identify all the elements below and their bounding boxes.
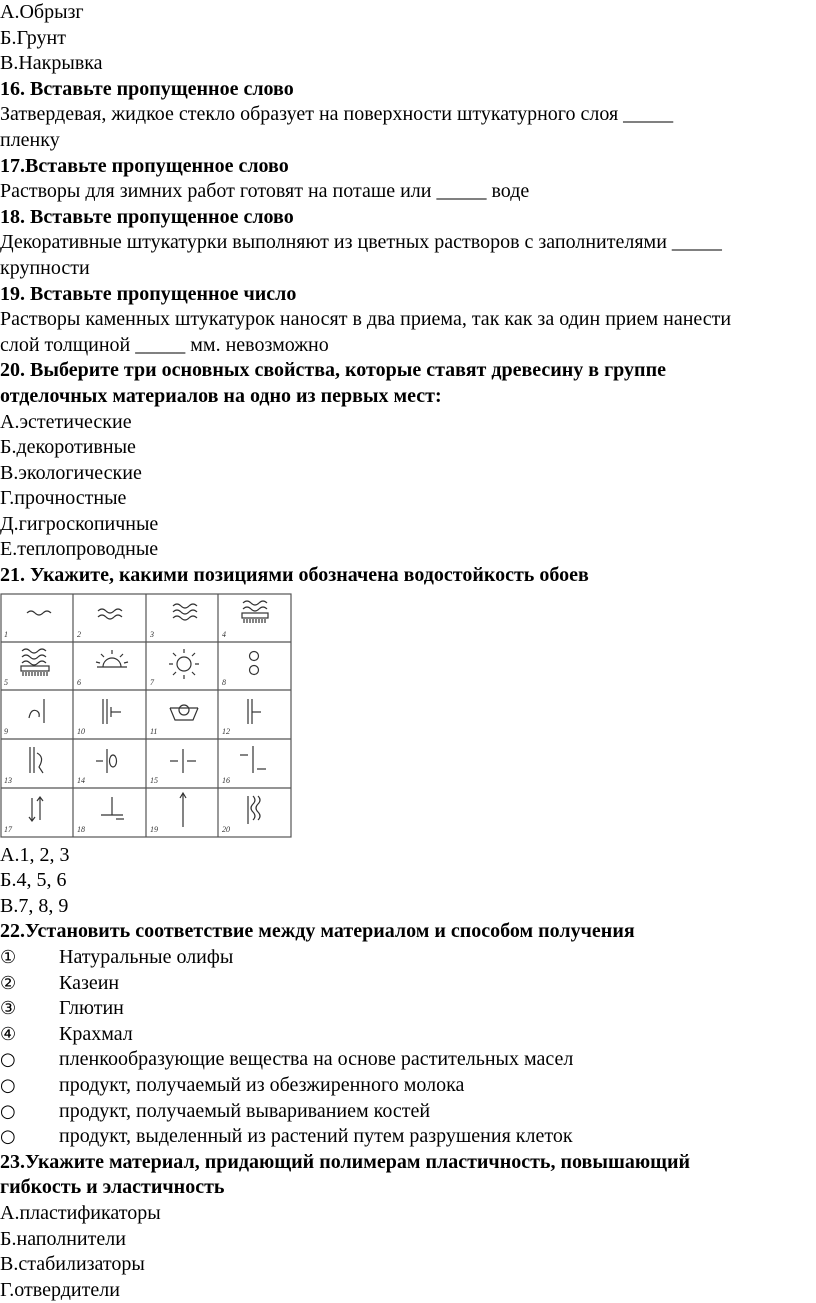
cell-number-2: 2 [77,629,81,639]
dash-bar-step-icon [240,746,266,773]
match-item-1 [0,945,816,971]
perpendicular-icon [101,797,124,819]
circled-two-icon: ② [0,972,17,994]
question-16-text-line1: Затвердевая, жидкое стекло образует на поверхности штукатурного слоя _____ [0,103,674,126]
question-20-title-line1: 20. Выберите три основных свойства, которые ставят древесину в группе [0,359,666,382]
match-item-text: Глютин [59,997,124,1020]
circle-bullet-icon: ○ [0,1049,16,1071]
match-item-2 [0,971,816,997]
question-20-option-b: Б.декоротивные [0,436,136,459]
cell-number-3: 3 [150,629,154,639]
triple-wave-icon [173,604,197,620]
question-23-option-b: Б.наполнители [0,1227,126,1250]
question-20-option-f: Е.теплопроводные [0,538,159,561]
option-c-top: В.Накрывка [0,52,103,75]
match-answer-2 [0,1073,816,1099]
bars-curve-icon [30,747,43,773]
question-16-title: 16. Вставьте пропущенное слово [0,77,294,100]
cell-number-6: 6 [77,677,81,687]
match-item-text: Крахмал [59,1022,133,1045]
question-21-title: 21. Укажите, какими позициями обозначена водостойкость обоев [0,564,589,587]
up-down-arrows-icon [29,797,43,821]
cell-number-12: 12 [222,726,230,736]
cell-number-13: 13 [4,775,12,785]
cell-number-18: 18 [77,824,85,834]
cell-number-9: 9 [4,726,8,736]
question-20-option-a: А.эстетические [0,410,132,433]
cell-number-17: 17 [4,824,12,834]
question-17-text: Растворы для зимних работ готовят на поташе или _____ воде [0,180,530,203]
wallpaper-symbols-grid [0,593,292,839]
option-a-top: А.Обрызг [0,1,84,23]
cell-number-8: 8 [222,677,226,687]
question-20-option-d: Г.прочностные [0,487,127,510]
question-20-option-c: В.экологические [0,461,142,484]
circled-one-icon: ① [0,947,17,969]
question-18-text-line2: крупности [0,256,90,279]
match-answer-3 [0,1099,816,1125]
cell-number-16: 16 [222,775,230,785]
cell-number-14: 14 [77,775,85,785]
circle-bullet-icon: ○ [0,1075,16,1096]
question-21-option-a: А.1, 2, 3 [0,843,70,866]
question-18-text-line1: Декоративные штукатурки выполняют из цветных растворов с заполнителями _____ [0,231,722,254]
cell-number-7: 7 [150,677,154,687]
match-answer-text: продукт, получаемый из обезжиренного молока [59,1074,465,1096]
question-23-option-d: Г.отвердители [0,1278,120,1301]
question-19-title: 19. Вставьте пропущенное число [0,282,297,305]
question-16-text-line2: пленку [0,128,60,151]
bar-tee-icon [248,699,261,724]
question-21-option-b: Б.4, 5, 6 [0,869,67,892]
cell-number-10: 10 [77,726,85,736]
question-23-option-a: А.пластификаторы [0,1201,161,1224]
match-item-text: Казеин [59,971,120,994]
curl-bar-icon [29,699,44,723]
sun-icon [169,649,199,679]
question-22-title: 22.Установить соответствие между материалом и способом получения [0,920,635,943]
cell-number-4: 4 [222,629,226,639]
wash-basin-icon [170,705,198,720]
match-item-3 [0,996,816,1022]
dash-bar-dash-icon [170,749,196,773]
question-21-option-c: В.7, 8, 9 [0,894,69,917]
match-item-text: Натуральные олифы [59,946,234,969]
bar-wavy-lines-icon [248,796,260,824]
question-17-title: 17.Вставьте пропущенное слово [0,154,289,177]
cell-number-20: 20 [222,824,230,834]
match-answer-text: продукт, получаемый вывариванием костей [59,1099,431,1122]
up-arrow-icon [180,793,186,827]
match-item-4 [0,1022,816,1048]
two-circles-icon [250,651,259,674]
double-wave-icon [98,609,122,619]
cell-number-19: 19 [150,824,158,834]
question-19-text-line1: Растворы каменных штукатурок наносят в два приема, так как за один прием нанести [0,308,732,331]
option-b-top: Б.Грунт [0,26,66,49]
question-23-option-c: В.стабилизаторы [0,1253,145,1276]
question-18-title: 18. Вставьте пропущенное слово [0,205,294,228]
dash-bar-circle-icon [96,749,117,773]
match-answer-1 [0,1047,816,1073]
match-answer-4 [0,1124,816,1150]
wave-brush-icon [242,601,268,623]
circled-three-icon: ③ [0,998,17,1020]
question-19-text-line2: слой толщиной _____ мм. невозможно [0,333,329,356]
cell-number-11: 11 [150,726,158,736]
question-20-title-line2: отделочных материалов на одно из первых мест: [0,384,442,407]
question-23-title-line2: гибкость и эластичность [0,1176,225,1199]
match-answer-text: пленкообразующие вещества на основе растительных масел [59,1048,574,1071]
cell-number-15: 15 [150,775,158,785]
triple-wave-brush-icon [21,649,49,676]
half-sun-icon [96,650,128,667]
circled-four-icon: ④ [0,1023,17,1045]
single-wave-icon [27,611,51,615]
double-bar-tee-icon [103,699,121,724]
circle-bullet-icon: ○ [0,1100,16,1122]
cell-number-1: 1 [4,629,8,639]
circle-bullet-icon: ○ [0,1126,16,1148]
question-23-title-line1: 23.Укажите материал, придающий полимерам пластичность, повышающий [0,1150,691,1173]
question-20-option-e: Д.гигроскопичные [0,512,159,535]
wallpaper-symbols-figure [0,593,816,839]
cell-number-5: 5 [4,677,8,687]
match-answer-text: продукт, выделенный из растений путем разрушения клеток [59,1125,573,1148]
